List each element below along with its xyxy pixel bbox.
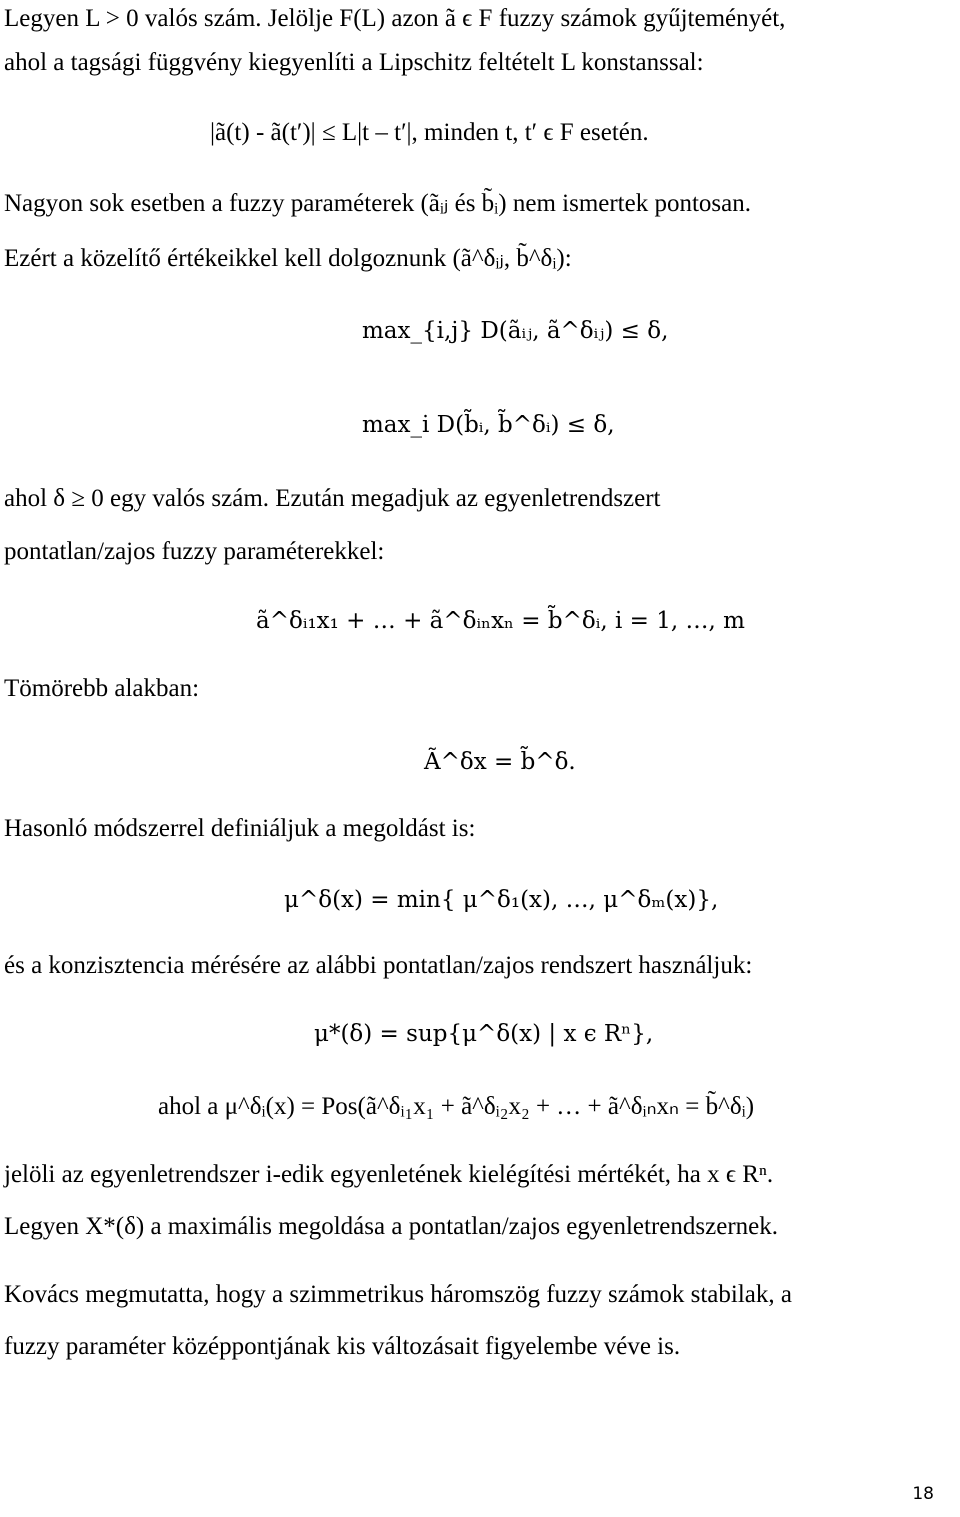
paragraph-line-10: ahol a μ^δᵢ(x) = Pos(ã^δᵢ₁x₁ + ã^δᵢ₂x₂ + … + ã^δᵢₙxₙ = b̃^δᵢ) xyxy=(158,1093,755,1120)
paragraph-line-1: Legyen L > 0 valós szám. Jelölje F(L) azon ã ϵ F fuzzy számok gyűjteményét, xyxy=(4,5,786,32)
paragraph-line-12: Legyen X*(δ) a maximális megoldása a pontatlan/zajos egyenletrendszernek. xyxy=(4,1213,778,1240)
paragraph-line-2: ahol a tagsági függvény kiegyenlíti a Lipschitz feltételt L konstanssal: xyxy=(4,49,704,76)
formula-max-a: max_{i,j} D(ãᵢⱼ, ã^δᵢⱼ) ≤ δ, xyxy=(362,318,669,344)
paragraph-line-11: jelöli az egyenletrendszer i-edik egyenletének kielégítési mértékét, ha x ϵ Rⁿ. xyxy=(4,1161,774,1188)
page-number: 18 xyxy=(912,1484,934,1504)
compact-equation: Ã^δx = b̃^δ. xyxy=(424,749,576,775)
paragraph-line-13: Kovács megmutatta, hogy a szimmetrikus háromszög fuzzy számok stabilak, a xyxy=(4,1281,792,1308)
paragraph-line-14: fuzzy paraméter középpontjának kis változásait figyelembe véve is. xyxy=(4,1333,681,1360)
paragraph-line-4: Ezért a közelítő értékeikkel kell dolgoznunk (ã^δᵢⱼ, b̃^δᵢ): xyxy=(4,245,572,272)
formula-max-b: max_i D(b̃ᵢ, b̃^δᵢ) ≤ δ, xyxy=(362,412,615,438)
consistency-formula: μ*(δ) = sup{μ^δ(x) | x ϵ Rⁿ}, xyxy=(314,1021,654,1047)
paragraph-line-7: Tömörebb alakban: xyxy=(4,675,200,702)
paragraph-line-8: Hasonló módszerrel definiáljuk a megoldást is: xyxy=(4,815,476,842)
solution-formula: μ^δ(x) = min{ μ^δ₁(x), …, μ^δₘ(x)}, xyxy=(284,887,719,913)
equation-system: ã^δᵢ₁x₁ + … + ã^δᵢₙxₙ = b̃^δᵢ, i = 1, …, m xyxy=(256,608,745,634)
paragraph-line-9: és a konzisztencia mérésére az alábbi pontatlan/zajos rendszert használjuk: xyxy=(4,952,753,979)
paragraph-line-5: ahol δ ≥ 0 egy valós szám. Ezután megadjuk az egyenletrendszert xyxy=(4,485,661,512)
paragraph-line-3: Nagyon sok esetben a fuzzy paraméterek (ãᵢⱼ és b̃ᵢ) nem ismertek pontosan. xyxy=(4,190,751,217)
paragraph-line-6: pontatlan/zajos fuzzy paraméterekkel: xyxy=(4,538,385,565)
lipschitz-formula: |ã(t) - ã(t′)| ≤ L|t – t′|, minden t, t′ ϵ F esetén. xyxy=(210,119,649,146)
